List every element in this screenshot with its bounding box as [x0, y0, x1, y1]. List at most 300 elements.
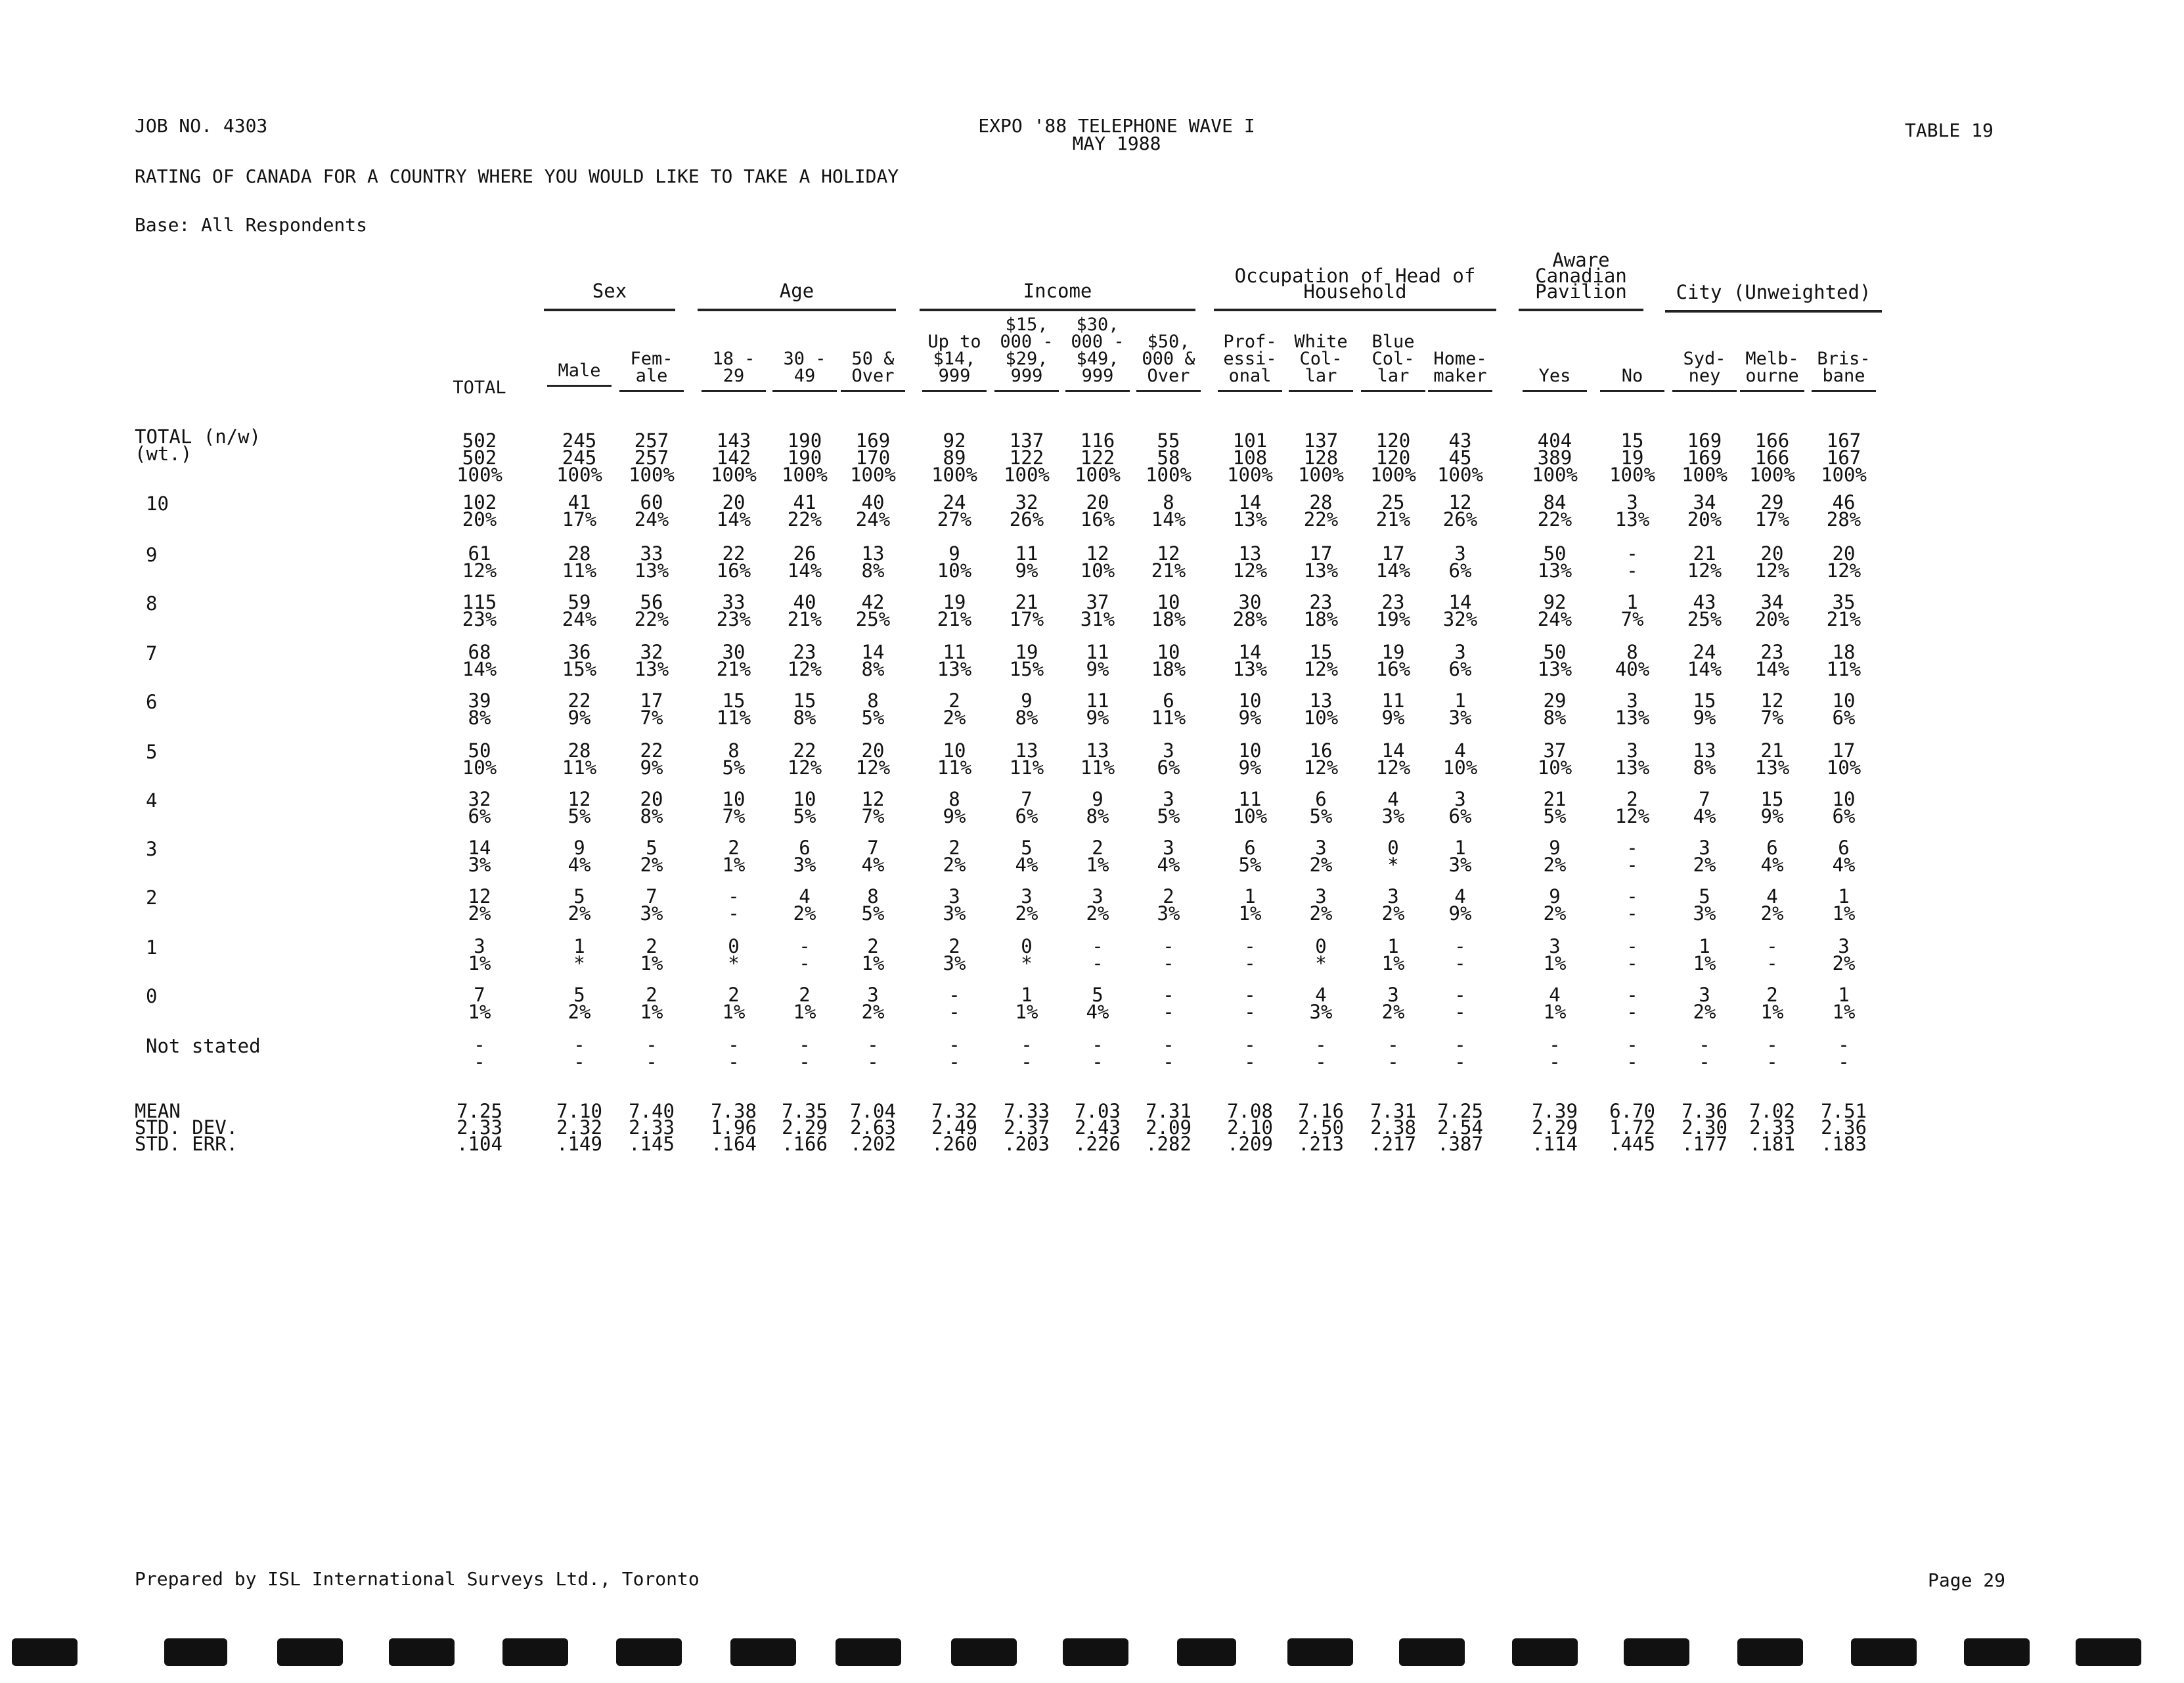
table-cell: 12 2% — [468, 885, 491, 925]
table-cell: - - — [1626, 542, 1638, 582]
stats-cell: 7.31 2.09 .282 — [1146, 1100, 1192, 1155]
table-cell: 20 16% — [1080, 491, 1115, 531]
table-cell: 6 4% — [1832, 837, 1856, 876]
col-header-income-15000-29999: $15, 000 - $29, 999 — [991, 317, 1063, 392]
table-cell: 2 1% — [1760, 984, 1784, 1023]
col-header-sydney: Syd- ney — [1668, 351, 1741, 392]
job-number: JOB NO. 4303 — [135, 115, 268, 137]
table-cell: 3 2% — [1832, 935, 1856, 974]
table-cell: 3 3% — [943, 885, 966, 925]
table-cell: 3 6% — [1448, 542, 1472, 582]
scan-edge-mark — [616, 1638, 682, 1666]
table-cell: 4 9% — [1448, 885, 1472, 925]
table-cell: 0 * — [1315, 935, 1327, 974]
table-cell: - - — [1626, 885, 1638, 925]
table-cell: 3 6% — [1448, 788, 1472, 827]
table-cell: 0 * — [728, 935, 740, 974]
report-title — [952, 115, 1281, 154]
table-cell: 23 18% — [1303, 591, 1339, 630]
table-cell: 1 3% — [1448, 689, 1472, 729]
scan-edge-mark — [1177, 1638, 1236, 1666]
table-cell: 22 9% — [640, 739, 663, 779]
table-cell: 43 25% — [1687, 591, 1722, 630]
table-cell: 22 12% — [787, 739, 822, 779]
table-cell: - - — [1244, 1034, 1256, 1073]
table-cell: 43 45 100% — [1437, 429, 1483, 486]
table-cell: - - — [1549, 1034, 1561, 1073]
table-cell: 9 4% — [568, 837, 591, 876]
table-cell: 1 1% — [1832, 885, 1856, 925]
table-cell: 115 23% — [462, 591, 497, 630]
scan-edge-mark — [1399, 1638, 1465, 1666]
col-header-professional: Prof- essi- onal — [1214, 334, 1286, 392]
group-aware-pavilion-label: Aware Canadian Pavilion — [1535, 249, 1627, 303]
table-cell: 1 1% — [1238, 885, 1262, 925]
table-cell: - - — [1454, 935, 1466, 974]
table-number: TABLE 19 — [1905, 120, 1994, 141]
col-header-homemaker: Home- maker — [1424, 351, 1496, 392]
col-header-brisbane: Bris- bane — [1808, 351, 1880, 392]
row-label-4: 4 — [146, 789, 158, 812]
col-header-income-up-to-14999: Up to $14, 999 — [918, 334, 991, 392]
scan-edge-mark — [1287, 1638, 1353, 1666]
stats-cell: 7.40 2.33 .145 — [629, 1100, 675, 1155]
base-note: Base: All Respondents — [135, 214, 368, 236]
table-cell: 2 1% — [640, 984, 663, 1023]
table-cell: 21 17% — [1009, 591, 1044, 630]
table-cell: 26 14% — [787, 542, 822, 582]
table-cell: 20 12% — [1826, 542, 1861, 582]
table-cell: 169 169 100% — [1682, 429, 1727, 486]
table-cell: - - — [728, 1034, 740, 1073]
table-cell: 12 26% — [1442, 491, 1478, 531]
table-cell: 2 2% — [943, 837, 966, 876]
table-cell: 14 3% — [468, 837, 491, 876]
col-header-income-30000-49999: $30, 000 - $49, 999 — [1061, 317, 1134, 392]
group-income-label: Income — [1023, 280, 1092, 302]
table-cell: 2 3% — [1157, 885, 1180, 925]
table-cell: 7 3% — [640, 885, 663, 925]
table-cell: 166 166 100% — [1749, 429, 1795, 486]
stats-cell: 7.35 2.29 .166 — [782, 1100, 828, 1155]
table-cell: 143 142 100% — [711, 429, 757, 486]
table-cell: - - — [1163, 1034, 1174, 1073]
table-cell: 0 * — [1021, 935, 1033, 974]
table-cell: - - — [948, 1034, 960, 1073]
table-cell: 3 13% — [1615, 689, 1650, 729]
col-header-melbourne: Melb- ourne — [1736, 351, 1808, 392]
table-cell: 5 4% — [1015, 837, 1038, 876]
table-cell: 3 6% — [1157, 739, 1180, 779]
table-cell: 14 8% — [861, 641, 885, 680]
stats-cell: 7.32 2.49 .260 — [931, 1100, 977, 1155]
table-cell: 3 2% — [1381, 984, 1405, 1023]
table-cell: 22 16% — [716, 542, 751, 582]
table-cell: 6 4% — [1760, 837, 1784, 876]
table-cell: 3 13% — [1615, 739, 1650, 779]
table-cell: 15 9% — [1693, 689, 1716, 729]
table-cell: 3 2% — [1309, 885, 1333, 925]
table-cell: - - — [1244, 935, 1256, 974]
table-cell: 28 11% — [562, 542, 597, 582]
table-cell: 3 2% — [861, 984, 885, 1023]
table-cell: 23 12% — [787, 641, 822, 680]
table-cell: 10 6% — [1832, 689, 1856, 729]
table-cell: 2 1% — [722, 984, 746, 1023]
table-cell: 33 23% — [716, 591, 751, 630]
table-cell: - - — [1021, 1034, 1033, 1073]
table-cell: - - — [799, 935, 811, 974]
table-cell: 84 22% — [1537, 491, 1572, 531]
table-cell: - - — [867, 1034, 879, 1073]
table-cell: 37 10% — [1537, 739, 1572, 779]
table-cell: 5 2% — [568, 984, 591, 1023]
table-cell: 41 17% — [562, 491, 597, 531]
table-cell: - - — [1454, 1034, 1466, 1073]
row-label-0: 0 — [146, 985, 158, 1007]
table-cell: 61 12% — [462, 542, 497, 582]
table-cell: 9 8% — [1015, 689, 1038, 729]
table-cell: 32 13% — [634, 641, 669, 680]
table-cell: 3 2% — [1693, 984, 1716, 1023]
table-cell: 2 1% — [722, 837, 746, 876]
scan-edge-mark — [836, 1638, 901, 1666]
row-label-6: 6 — [146, 691, 158, 713]
table-cell: 12 7% — [1760, 689, 1784, 729]
table-cell: 8 9% — [943, 788, 966, 827]
table-cell: 2 1% — [1086, 837, 1109, 876]
table-cell: - - — [1766, 1034, 1778, 1073]
group-income — [920, 282, 1195, 311]
table-cell: 257 257 100% — [629, 429, 675, 486]
table-cell: 2 1% — [793, 984, 816, 1023]
table-cell: 10 11% — [937, 739, 972, 779]
table-cell: 11 9% — [1381, 689, 1405, 729]
table-cell: 4 2% — [1760, 885, 1784, 925]
table-cell: 2 1% — [640, 935, 663, 974]
table-cell: 9 8% — [1086, 788, 1109, 827]
table-cell: 3 2% — [1381, 885, 1405, 925]
table-cell: - - — [1626, 1034, 1638, 1073]
table-cell: 1 1% — [1832, 984, 1856, 1023]
table-cell: 40 24% — [855, 491, 891, 531]
table-cell: 101 108 100% — [1227, 429, 1273, 486]
table-cell: 9 2% — [1543, 837, 1567, 876]
table-cell: 30 28% — [1232, 591, 1268, 630]
table-cell: 169 170 100% — [850, 429, 896, 486]
table-cell: 12 5% — [568, 788, 591, 827]
table-cell: 21 13% — [1754, 739, 1790, 779]
question-title: RATING OF CANADA FOR A COUNTRY WHERE YOU WOULD LIKE TO TAKE A HOLIDAY — [135, 165, 899, 187]
col-header-age-18-29: 18 - 29 — [698, 351, 770, 392]
stats-cell: 6.70 1.72 .445 — [1609, 1100, 1655, 1155]
table-cell: 13 11% — [1080, 739, 1115, 779]
table-cell: 7 4% — [861, 837, 885, 876]
stats-cell: 7.16 2.50 .213 — [1298, 1100, 1344, 1155]
table-cell: - - — [1699, 1034, 1710, 1073]
table-cell: - - — [1454, 984, 1466, 1023]
row-label-not-stated: Not stated — [146, 1035, 261, 1057]
row-label-8: 8 — [146, 592, 158, 615]
table-cell: 33 13% — [634, 542, 669, 582]
table-cell: 15 11% — [716, 689, 751, 729]
table-cell: 404 389 100% — [1532, 429, 1578, 486]
table-cell: 36 15% — [562, 641, 597, 680]
table-cell: 16 12% — [1303, 739, 1339, 779]
table-cell: 15 9% — [1760, 788, 1784, 827]
table-cell: 9 10% — [937, 542, 972, 582]
table-cell: 10 6% — [1832, 788, 1856, 827]
table-cell: 3 2% — [1086, 885, 1109, 925]
col-header-age-50-over: 50 & Over — [837, 351, 909, 392]
stats-cell: 7.04 2.63 .202 — [850, 1100, 896, 1155]
table-cell: 2 3% — [943, 935, 966, 974]
row-label-2: 2 — [146, 886, 158, 909]
table-cell: - - — [1163, 984, 1174, 1023]
table-cell: 8 40% — [1615, 641, 1650, 680]
table-cell: 2 2% — [943, 689, 966, 729]
table-cell: 29 8% — [1543, 689, 1567, 729]
table-cell: 6 5% — [1238, 837, 1262, 876]
scan-edge-mark — [730, 1638, 796, 1666]
table-cell: - - — [1092, 935, 1103, 974]
table-cell: 10 7% — [722, 788, 746, 827]
stats-cell: 7.33 2.37 .203 — [1004, 1100, 1050, 1155]
table-cell: 14 13% — [1232, 491, 1268, 531]
table-cell: - - — [573, 1034, 585, 1073]
table-cell: - - — [474, 1034, 485, 1073]
table-cell: 5 3% — [1693, 885, 1716, 925]
table-cell: 12 21% — [1151, 542, 1186, 582]
table-cell: 8 5% — [861, 885, 885, 925]
table-cell: 42 25% — [855, 591, 891, 630]
table-cell: 3 6% — [1448, 641, 1472, 680]
table-cell: 55 58 100% — [1146, 429, 1192, 486]
table-cell: 19 21% — [937, 591, 972, 630]
table-cell: 15 8% — [793, 689, 816, 729]
group-sex-label: Sex — [592, 280, 627, 302]
table-cell: 5 4% — [1086, 984, 1109, 1023]
scan-edge-mark — [277, 1638, 343, 1666]
table-cell: - - — [646, 1034, 657, 1073]
table-cell: 50 13% — [1537, 641, 1572, 680]
stats-cell: 7.02 2.33 .181 — [1749, 1100, 1795, 1155]
table-cell: 502 502 100% — [457, 429, 502, 486]
row-label-1: 1 — [146, 936, 158, 959]
table-cell: 60 24% — [634, 491, 669, 531]
table-cell: 3 1% — [468, 935, 491, 974]
table-cell: 11 10% — [1232, 788, 1268, 827]
table-cell: 7 1% — [468, 984, 491, 1023]
table-cell: 13 12% — [1232, 542, 1268, 582]
table-cell: 20 12% — [855, 739, 891, 779]
table-cell: 10 9% — [1238, 739, 1262, 779]
col-header-aware-no: No — [1596, 368, 1668, 392]
table-cell: 3 13% — [1615, 491, 1650, 531]
row-label-3: 3 — [146, 838, 158, 860]
stats-cell: 7.08 2.10 .209 — [1227, 1100, 1273, 1155]
report-title-line2: MAY 1988 — [1072, 133, 1161, 154]
col-header-income-50000-over: $50, 000 & Over — [1132, 334, 1205, 392]
stats-labels: MEAN STD. DEV. STD. ERR. — [135, 1100, 238, 1155]
table-cell: 1 7% — [1620, 591, 1644, 630]
table-cell: 137 122 100% — [1004, 429, 1050, 486]
table-cell: 8 5% — [722, 739, 746, 779]
table-cell: 6 11% — [1151, 689, 1186, 729]
col-header-aware-yes: Yes — [1519, 368, 1591, 392]
scan-edge-mark — [1851, 1638, 1917, 1666]
table-cell: 12 10% — [1080, 542, 1115, 582]
table-cell: 46 28% — [1826, 491, 1861, 531]
table-cell: 7 6% — [1015, 788, 1038, 827]
table-cell: 17 13% — [1303, 542, 1339, 582]
scan-edge-mark — [1624, 1638, 1689, 1666]
table-cell: 4 10% — [1442, 739, 1478, 779]
table-cell: 1 * — [573, 935, 585, 974]
table-cell: 13 11% — [1009, 739, 1044, 779]
group-age — [698, 282, 896, 311]
table-cell: 24 14% — [1687, 641, 1722, 680]
scan-edge-mark — [389, 1638, 455, 1666]
table-cell: 92 89 100% — [931, 429, 977, 486]
table-cell: 11 9% — [1086, 641, 1109, 680]
table-cell: 13 8% — [1693, 739, 1716, 779]
table-cell: 30 21% — [716, 641, 751, 680]
table-cell: 92 24% — [1537, 591, 1572, 630]
stats-cell: 7.36 2.30 .177 — [1682, 1100, 1727, 1155]
scan-edge-mark — [502, 1638, 568, 1666]
table-cell: 2 1% — [861, 935, 885, 974]
stats-cell: 7.51 2.36 .183 — [1821, 1100, 1867, 1155]
table-cell: - - — [1626, 935, 1638, 974]
table-cell: 68 14% — [462, 641, 497, 680]
table-cell: 3 1% — [1543, 935, 1567, 974]
footer-prepared-by: Prepared by ISL International Surveys Ltd., Toronto — [135, 1568, 700, 1590]
table-cell: 17 14% — [1375, 542, 1411, 582]
table-cell: 39 8% — [468, 689, 491, 729]
group-age-label: Age — [779, 280, 814, 302]
table-cell: 9 2% — [1543, 885, 1567, 925]
table-cell: 6 5% — [1309, 788, 1333, 827]
group-sex — [544, 282, 675, 311]
table-cell: - - — [1766, 935, 1778, 974]
table-cell: 29 17% — [1754, 491, 1790, 531]
scan-edge-mark — [1063, 1638, 1128, 1666]
table-cell: 1 1% — [1381, 935, 1405, 974]
stats-cell: 7.31 2.38 .217 — [1370, 1100, 1416, 1155]
table-cell: 3 2% — [1693, 837, 1716, 876]
row-label-total: TOTAL (n/w) (wt.) — [135, 426, 261, 465]
table-cell: 15 19 100% — [1609, 429, 1655, 486]
table-cell: 11 13% — [937, 641, 972, 680]
scan-edge-mark — [12, 1638, 78, 1666]
col-header-white-collar: White Col- lar — [1285, 334, 1357, 392]
stats-cell: 7.38 1.96 .164 — [711, 1100, 757, 1155]
table-cell: 20 8% — [640, 788, 663, 827]
table-cell: 14 12% — [1375, 739, 1411, 779]
table-cell: - - — [1387, 1034, 1399, 1073]
col-header-total: TOTAL — [453, 378, 506, 398]
table-cell: 2 12% — [1615, 788, 1650, 827]
page-number: Page 29 — [1928, 1569, 2006, 1591]
table-cell: 14 13% — [1232, 641, 1268, 680]
table-cell: 190 190 100% — [782, 429, 828, 486]
stats-cell: 7.25 2.33 .104 — [457, 1100, 502, 1155]
table-cell: 41 22% — [787, 491, 822, 531]
table-cell: 50 13% — [1537, 542, 1572, 582]
table-cell: 21 12% — [1687, 542, 1722, 582]
col-header-male: Male — [543, 362, 615, 387]
table-cell: - - — [799, 1034, 811, 1073]
table-cell: 40 21% — [787, 591, 822, 630]
table-cell: - - — [1626, 837, 1638, 876]
table-cell: 245 245 100% — [556, 429, 602, 486]
table-cell: 20 14% — [716, 491, 751, 531]
table-cell: 21 5% — [1543, 788, 1567, 827]
table-cell: - - — [1244, 984, 1256, 1023]
table-cell: - - — [1092, 1034, 1103, 1073]
table-cell: 3 2% — [1015, 885, 1038, 925]
stats-cell: 7.10 2.32 .149 — [556, 1100, 602, 1155]
table-cell: 4 3% — [1309, 984, 1333, 1023]
table-cell: 37 31% — [1080, 591, 1115, 630]
scan-edge-mark — [1512, 1638, 1578, 1666]
table-cell: 10 18% — [1151, 641, 1186, 680]
table-cell: 10 5% — [793, 788, 816, 827]
stats-cell: 7.39 2.29 .114 — [1532, 1100, 1578, 1155]
table-cell: - - — [948, 984, 960, 1023]
table-cell: 34 20% — [1754, 591, 1790, 630]
table-cell: 4 3% — [1381, 788, 1405, 827]
table-cell: 28 22% — [1303, 491, 1339, 531]
table-cell: 12 7% — [861, 788, 885, 827]
table-cell: 32 26% — [1009, 491, 1044, 531]
table-cell: - - — [1315, 1034, 1327, 1073]
table-cell: 1 3% — [1448, 837, 1472, 876]
table-cell: 1 1% — [1693, 935, 1716, 974]
group-city — [1665, 281, 1882, 313]
table-cell: 56 22% — [634, 591, 669, 630]
table-cell: 18 11% — [1826, 641, 1861, 680]
table-cell: 17 7% — [640, 689, 663, 729]
table-cell: 5 2% — [640, 837, 663, 876]
table-cell: 7 4% — [1693, 788, 1716, 827]
table-cell: - - — [1626, 984, 1638, 1023]
table-cell: 20 12% — [1754, 542, 1790, 582]
scan-edge-mark — [1737, 1638, 1803, 1666]
table-cell: 10 18% — [1151, 591, 1186, 630]
col-header-female: Fem- ale — [615, 351, 688, 392]
table-cell: 167 167 100% — [1821, 429, 1867, 486]
stats-cell: 7.25 2.54 .387 — [1437, 1100, 1483, 1155]
table-cell: 6 3% — [793, 837, 816, 876]
table-cell: 5 2% — [568, 885, 591, 925]
row-label-5: 5 — [146, 741, 158, 763]
table-cell: 14 32% — [1442, 591, 1478, 630]
table-cell: 4 2% — [793, 885, 816, 925]
stats-cell: 7.03 2.43 .226 — [1075, 1100, 1121, 1155]
table-cell: 34 20% — [1687, 491, 1722, 531]
scan-edge-mark — [164, 1638, 227, 1666]
table-cell: 3 2% — [1309, 837, 1333, 876]
table-cell: - - — [728, 885, 740, 925]
table-cell: 11 9% — [1015, 542, 1038, 582]
table-cell: 10 9% — [1238, 689, 1262, 729]
table-cell: 13 8% — [861, 542, 885, 582]
scan-edge-mark — [951, 1638, 1017, 1666]
col-header-blue-collar: Blue Col- lar — [1357, 334, 1429, 392]
table-cell: 17 10% — [1826, 739, 1861, 779]
